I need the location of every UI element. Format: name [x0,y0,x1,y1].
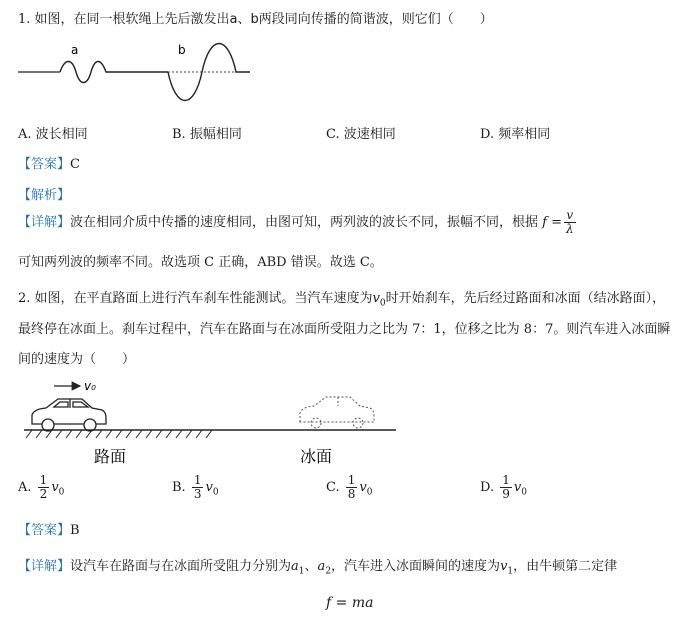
q1-detail: 【详解】波在相同介质中传播的速度相同，由图可知，两列波的波长不同，振幅不同，根据 f = $\frac{v}{\lambda}$ [18,208,574,236]
q2-line2: 最终停在冰面上。刹车过程中，汽车在路面与在冰面所受阻力之比为 7：1，位移之比为 8：7。则汽车进入冰面瞬 [18,322,671,337]
q1-option-a: A. 波长相同 [18,127,88,142]
formula-lhs: f = [542,215,563,230]
q2-option-d: D. $\frac{1}{9}$ $v_0$ [480,473,527,501]
formula-fraction: $\frac{v}{\lambda}$ [566,208,574,236]
wave-label-a: a [71,43,79,57]
stem-a: a [229,12,238,27]
wave-a [60,62,168,83]
q2-answer: 【答案】B [18,523,80,538]
q2-line3: 间的速度为（ ） [18,352,136,367]
q1-option-c: C. 波速相同 [326,127,396,142]
wave-label-b: b [178,43,186,57]
q1-option-d: D. 频率相同 [480,127,551,142]
q1-analysis: 【解析】 [18,188,71,203]
q1-stem: 1. 如图，在同一根软绳上先后激发出a、b两段同向传播的简谐波，则它们（ ） [18,12,493,27]
car-solid [32,399,106,431]
equation: f = ma [326,595,374,611]
q2-option-a: A. $\frac{1}{2}$ $v_0$ [18,473,65,501]
road-label: 路面 [94,447,127,466]
stem-b: b [250,12,259,27]
q2-detail: 【详解】设汽车在路面与在冰面所受阻力分别为$a_1$、$a_2$，汽车进入冰面瞬间的速度为$v_1$，由牛顿第二定律 [18,559,618,577]
velocity-label: v₀ [84,379,96,393]
q2-option-c: C. $\frac{1}{8}$ $v_0$ [326,473,373,501]
ice-label: 冰面 [300,447,333,466]
wave-figure [18,38,258,106]
q1-option-b: B. 振幅相同 [172,127,242,142]
car-dashed [300,397,374,428]
road-hatching [26,430,212,438]
q1-answer: 【答案】C [18,157,80,172]
q2-option-b: B. $\frac{1}{3}$ $v_0$ [172,473,219,501]
q1-detail-line2: 可知两列波的频率不同。故选项 C 正确，ABD 错误。故选 C。 [18,255,383,270]
q2-line1: 2. 如图，在平直路面上进行汽车刹车性能测试。当汽车速度为$v_0$时开始刹车，先后经过路面和冰面（结冰路面）， [18,291,666,309]
car-figure [18,372,398,470]
